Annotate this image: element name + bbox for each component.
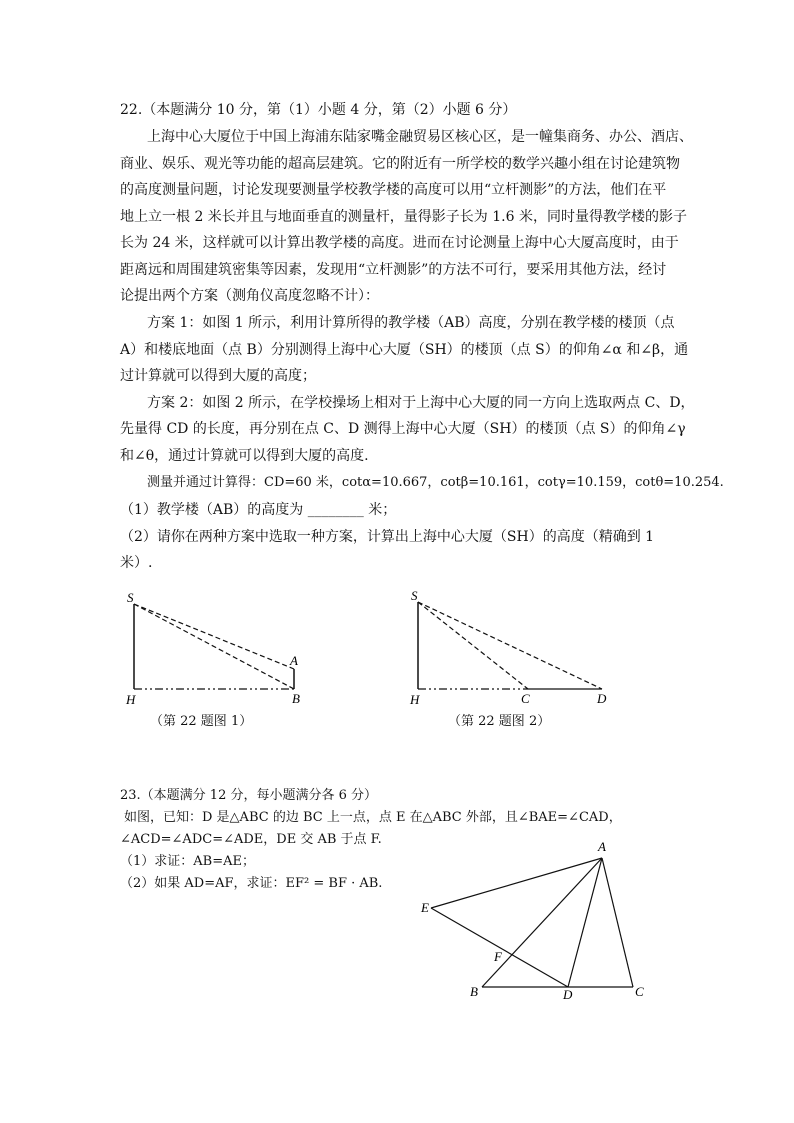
q22-header: 22.（本题满分 10 分，第（1）小题 4 分，第（2）小题 6 分） (120, 102, 517, 118)
label-C: C (521, 691, 530, 706)
label-S: S (127, 590, 134, 605)
q22-intro-line: 地上立一根 2 米长并且与地面垂直的测量杆，量得影子长为 1.6 米，同时量得教学楼的影子 (120, 209, 687, 225)
q22-plan1-line: A）和楼底地面（点 B）分别测得上海中心大厦（SH）的楼顶（点 S）的仰角∠α 和∠β，通 (120, 342, 689, 358)
line-SB (134, 604, 294, 689)
q22-plan2-line: 方案 2：如图 2 所示，在学校操场上相对于上海中心大厦的同一方向上选取两点 C、D， (147, 395, 695, 411)
label-H: H (126, 692, 136, 707)
label-A: A (290, 653, 298, 668)
q22-intro-line: 长为 24 米，这样就可以计算出教学楼的高度。进而在讨论测量上海中心大厦高度时，由于 (120, 235, 679, 251)
q22-intro-line: 商业、娱乐、观光等功能的超高层建筑。它的附近有一所学校的数学兴趣小组在讨论建筑物 (120, 156, 680, 172)
figure-22-2 (418, 602, 602, 689)
line-AB (482, 858, 602, 987)
q23-line: ∠ACD=∠ADC=∠ADE，DE 交 AB 于点 F. (120, 832, 382, 847)
label-A: A (598, 839, 606, 854)
figure-22-1-caption: （第 22 题图 1） (150, 714, 253, 729)
label-E: E (421, 900, 429, 915)
q22-part1: （1）教学楼（AB）的高度为 ________ 米； (120, 502, 397, 518)
q22-measurement: 测量并通过计算得：CD=60 米，cotα=10.667，cotβ=10.161，cotγ=10.159，cotθ=10.254. (147, 475, 724, 490)
line-AC (602, 858, 633, 987)
label-B: B (292, 691, 300, 706)
label-H: H (410, 692, 420, 707)
q22-intro-line: 论提出两个方案（测角仪高度忽略不计）： (120, 288, 379, 304)
figure-23 (431, 858, 633, 987)
line-AE (431, 858, 602, 908)
line-SA (134, 604, 294, 669)
label-D: D (563, 987, 573, 1002)
q22-plan1-line: 方案 1：如图 1 所示，利用计算所得的教学楼（AB）高度，分别在教学楼的楼顶（点 (147, 315, 675, 331)
label-S: S (411, 588, 418, 603)
line-AD (568, 858, 602, 987)
line-ED (431, 908, 568, 987)
q22-intro-line: 上海中心大厦位于中国上海浦东陆家嘴金融贸易区核心区，是一幢集商务、办公、酒店、 (147, 129, 693, 145)
q23-part1: （1）求证：AB=AE； (120, 854, 255, 869)
label-F: F (494, 949, 502, 964)
q22-plan2-line: 先量得 CD 的长度，再分别在点 C、D 测得上海中心大厦（SH）的楼顶（点 S）的仰角∠γ (120, 421, 686, 437)
q22-part2-line: 米）. (120, 555, 153, 571)
label-C: C (635, 984, 644, 999)
line-SD (418, 602, 602, 689)
q23-line: 如图，已知：D 是△ABC 的边 BC 上一点，点 E 在△ABC 外部，且∠BAE=∠CAD， (124, 810, 622, 825)
q22-intro-line: 距离远和周围建筑密集等因素，发现用“立杆测影”的方法不可行，要采用其他方法，经讨 (120, 262, 667, 278)
q22-plan2-line: 和∠θ，通过计算就可以得到大厦的高度. (120, 448, 369, 464)
figure-22-1 (134, 604, 294, 689)
line-SC (418, 602, 528, 689)
label-D: D (597, 691, 607, 706)
q22-plan1-line: 过计算就可以得到大厦的高度； (120, 368, 316, 384)
label-B: B (470, 984, 478, 999)
q22-part2-line: （2）请你在两种方案中选取一种方案，计算出上海中心大厦（SH）的高度（精确到 1 (120, 529, 655, 545)
q23-part2: （2）如果 AD=AF，求证：EF² = BF · AB. (120, 876, 383, 891)
q23-header: 23.（本题满分 12 分，每小题满分各 6 分） (120, 788, 378, 803)
q22-intro-line: 的高度测量问题，讨论发现要测量学校教学楼的高度可以用“立杆测影”的方法，他们在平 (120, 182, 667, 198)
figure-22-2-caption: （第 22 题图 2） (448, 714, 551, 729)
